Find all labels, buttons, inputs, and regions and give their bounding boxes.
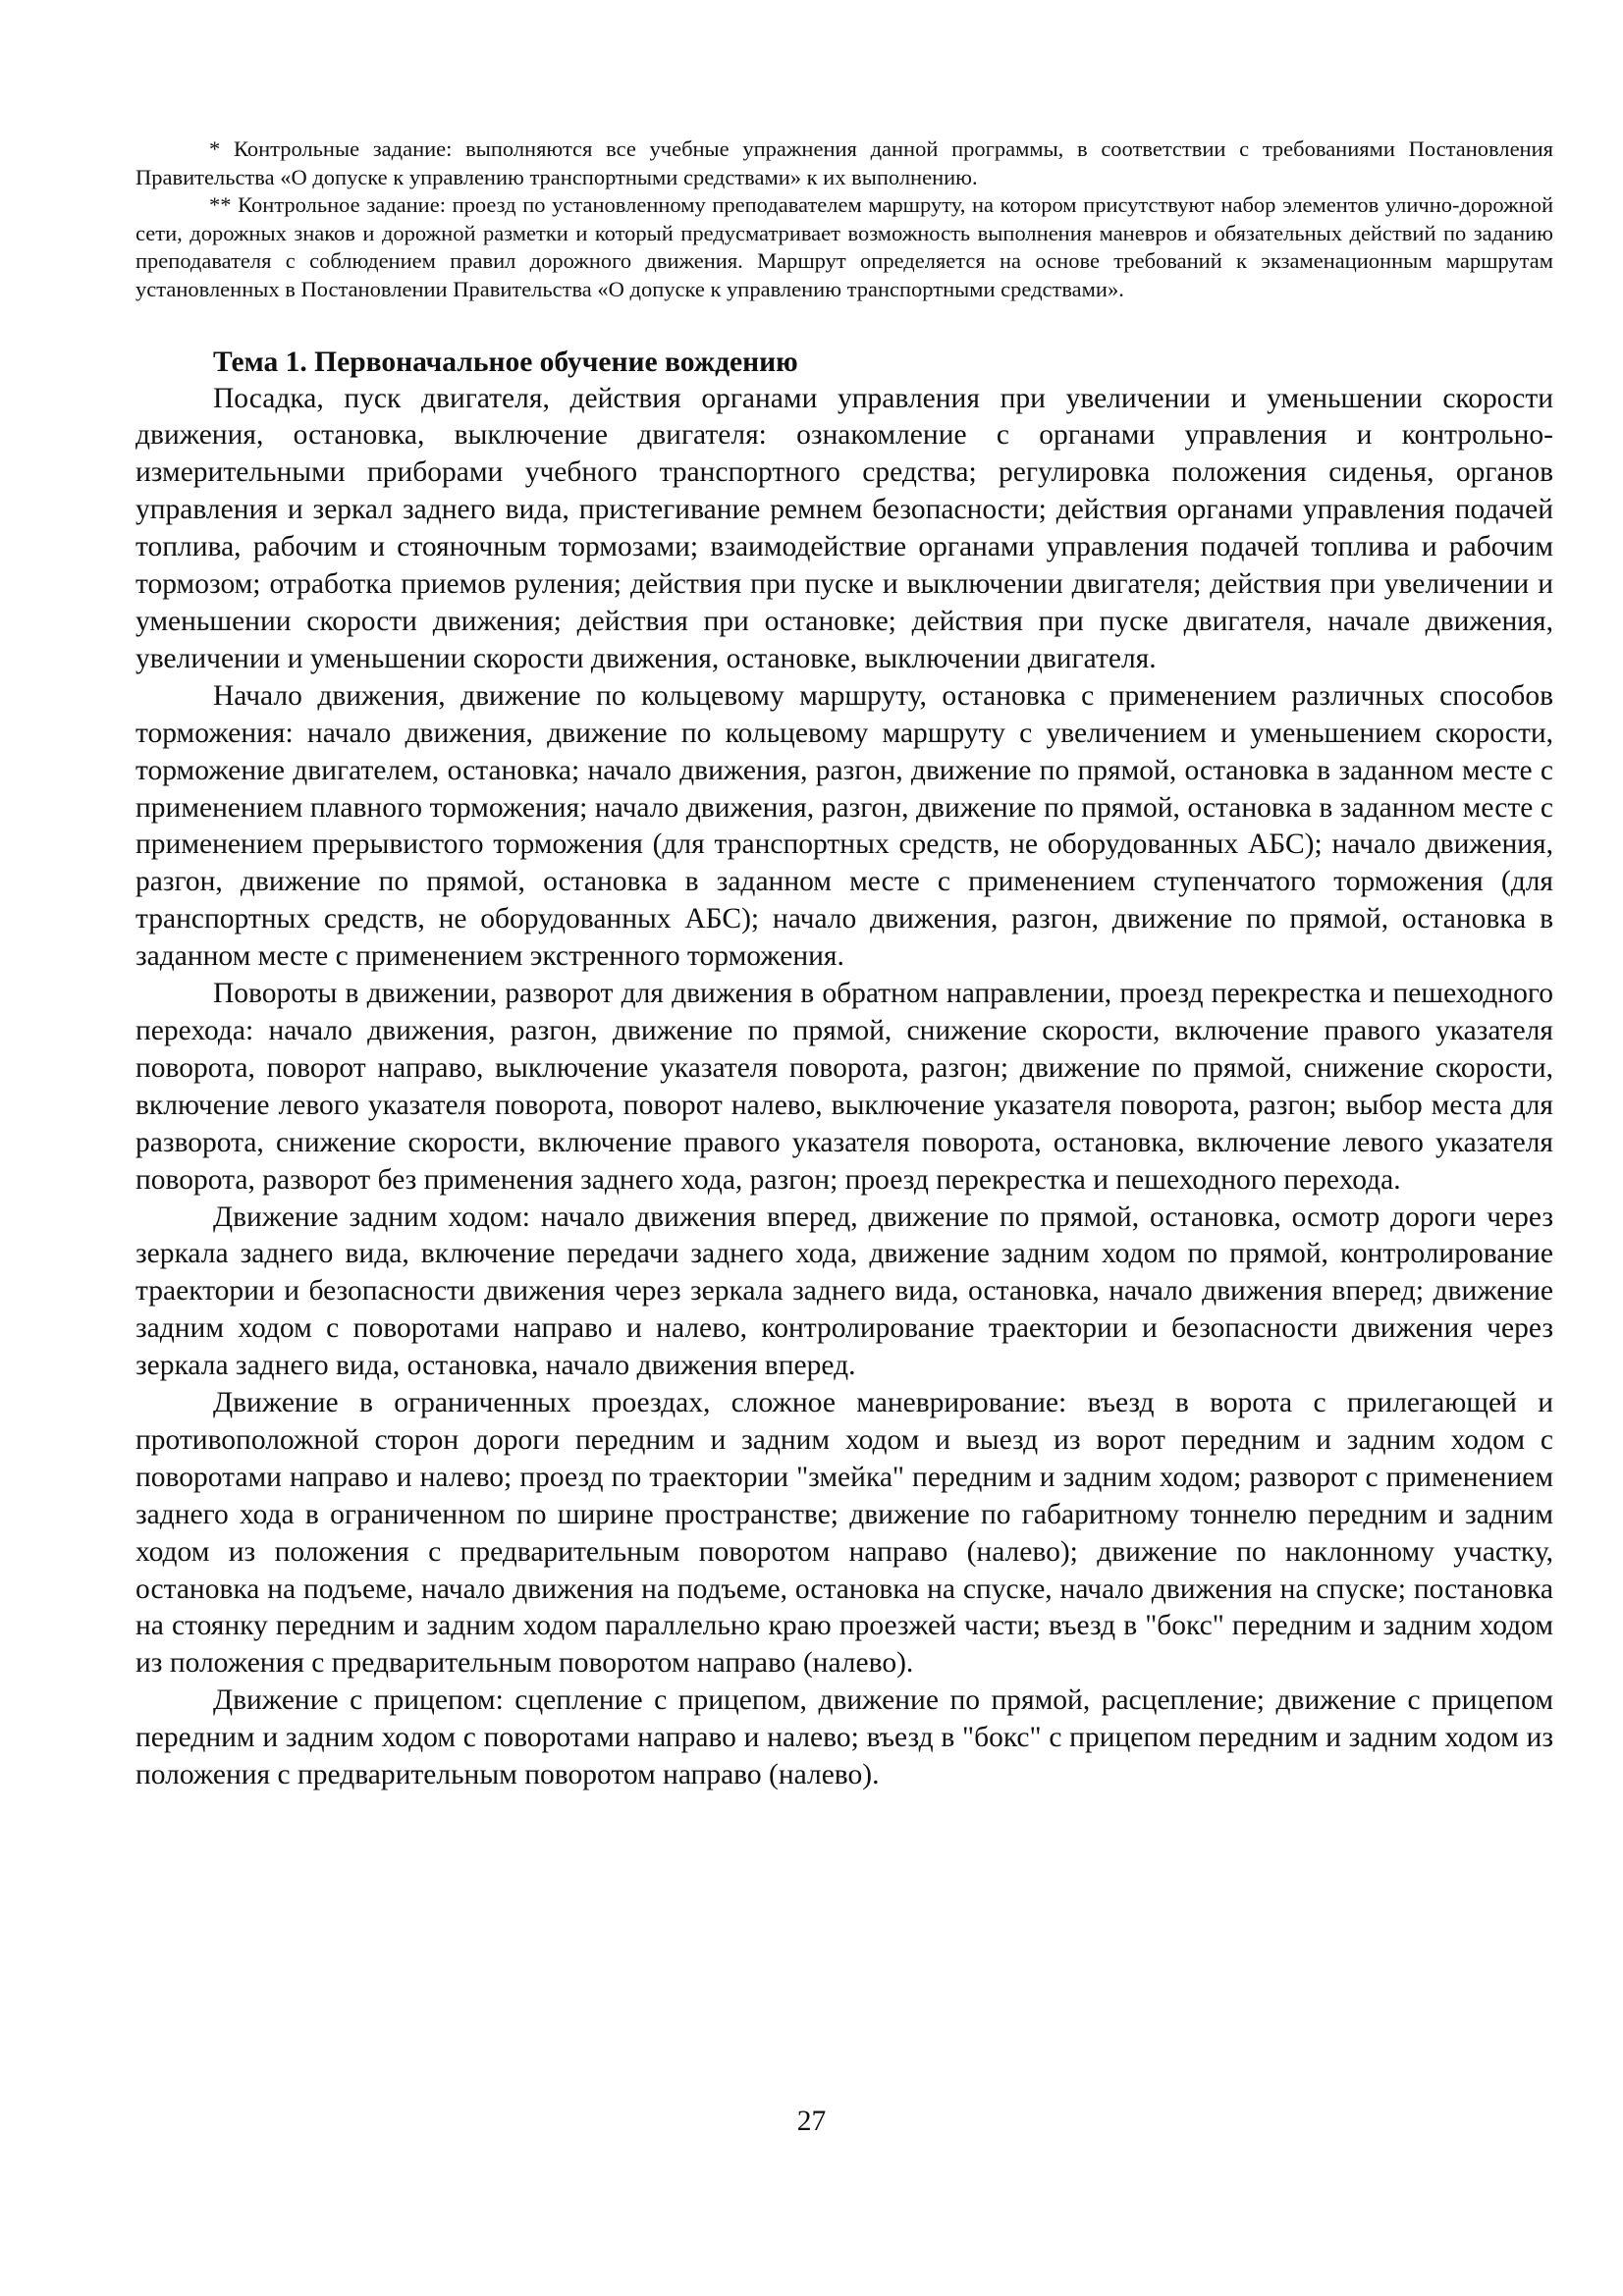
body-paragraph: Начало движения, движение по кольцевому маршруту, остановка с применением различных способов торможения: начало движения, движение по кольцевому маршруту с увеличением и уменьшением скорости, торможение двигателем, остановка; начало движения, разгон, движение по прямой, остановка в заданном месте с применением плавного торможения; начало движения, разгон, движение по прямой, остановка в заданном месте с применением прерывистого торможения (для транспортных средств, не оборудованных АБС); начало движения, разгон, движение по прямой, остановка в заданном месте с применением ступенчатого торможения (для транспортных средств, не оборудованных АБС); начало движения, разгон, движение по прямой, остановка в заданном месте с применением экстренного торможения. (135, 679, 1553, 973)
body-paragraph: Движение задним ходом: начало движения вперед, движение по прямой, остановка, осмотр дороги через зеркала заднего вида, включение передачи заднего хода, движение задним ходом по прямой, контролирование траектории и безопасности движения через зеркала заднего вида, остановка, начало движения вперед; движение задним ходом с поворотами направо и налево, контролирование траектории и безопасности движения через зеркала заднего вида, остановка, начало движения вперед. (135, 1201, 1553, 1382)
footnotes-block (135, 135, 1553, 304)
footnote-single-asterisk: * Контрольные задание: выполняются все учебные упражнения данной программы, в соответствии с требованиями Постановления Правительства «О допуске к управлению транспортными средствами» к их выполнению. (135, 136, 1553, 189)
page-number: 27 (796, 2106, 827, 2137)
body-paragraph: Движение в ограниченных проездах, сложное маневрирование: въезд в ворота с прилегающей и противоположной сторон дороги передним и задним ходом и выезд из ворот передним и задним ходом с поворотами направо и налево; проезд по траектории "змейка" передним и задним ходом; разворот с применением заднего хода в ограниченном по ширине пространстве; движение по габаритному тоннелю передним и задним ходом из положения с предварительным поворотом направо (налево); движение по наклонному участку, остановка на подъеме, начало движения на подъеме, остановка на спуске, начало движения на спуске; постановка на стоянку передним и задним ходом параллельно краю проезжей части; въезд в "бокс" передним и задним ходом из положения с предварительным поворотом направо (налево). (135, 1387, 1553, 1680)
footnote-double-asterisk: ** Контрольное задание: проезд по установленному преподавателем маршруту, на котором присутствуют набор элементов улично-дорожной сети, дорожных знаков и дорожной разметки и который предусматривает возможность выполнения маневров и обязательных действий по заданию преподавателя с соблюдением правил дорожного движения. Маршрут определяется на основе требований к экзаменационным маршрутам установленных в Постановлении Правительства «О допуске к управлению транспортными средствами». (135, 192, 1553, 301)
body-paragraph: Посадка, пуск двигателя, действия органами управления при увеличении и уменьшении скорости движения, остановка, выключение двигателя: ознакомление с органами управления и контрольно-измерительными приборами учебного транспортного средства; регулировка положения сиденья, органов управления и зеркал заднего вида, пристегивание ремнем безопасности; действия органами управления подачей топлива, рабочим и стояночным тормозами; взаимодействие органами управления подачей топлива и рабочим тормозом; отработка приемов руления; действия при пуске и выключении двигателя; действия при увеличении и уменьшении скорости движения; действия при остановке; действия при пуске двигателя, начале движения, увеличении и уменьшении скорости движения, остановке, выключении двигателя. (135, 382, 1553, 674)
body-paragraph: Повороты в движении, разворот для движения в обратном направлении, проезд перекрестка и пешеходного перехода: начало движения, разгон, движение по прямой, снижение скорости, включение правого указателя поворота, поворот направо, выключение указателя поворота, разгон; движение по прямой, снижение скорости, включение левого указателя поворота, поворот налево, выключение указателя поворота, разгон; выбор места для разворота, снижение скорости, включение правого указателя поворота, остановка, включение левого указателя поворота, разворот без применения заднего хода, разгон; проезд перекрестка и пешеходного перехода. (135, 978, 1553, 1196)
topic-heading: Тема 1. Первоначальное обучение вождению (213, 346, 798, 378)
document-page (135, 135, 1553, 1794)
body-paragraph: Движение с прицепом: сцепление с прицепом, движение по прямой, расцепление; движение с прицепом передним и задним ходом с поворотами направо и налево; въезд в "бокс" с прицепом передним и задним ходом из положения с предварительным поворотом направо (налево). (135, 1684, 1553, 1791)
topic-body (135, 381, 1553, 1794)
